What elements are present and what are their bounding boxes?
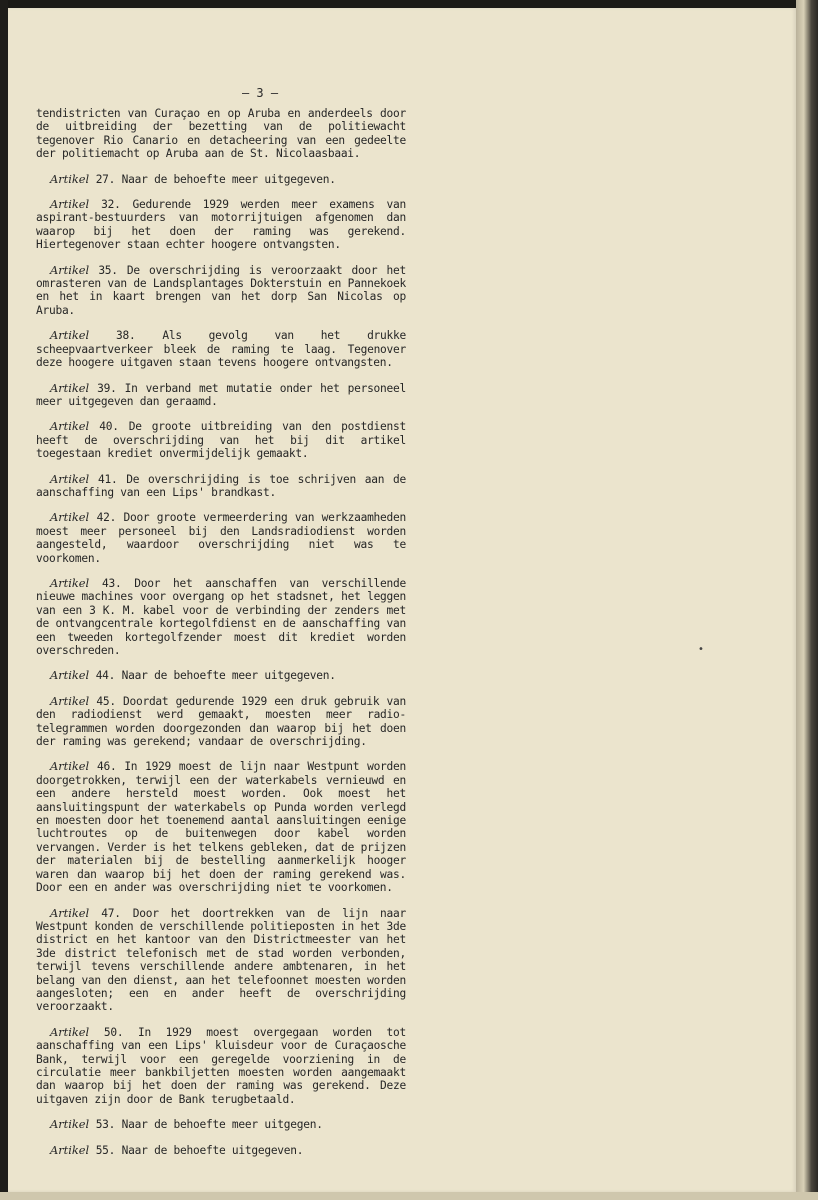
article-number: 46. xyxy=(97,760,117,774)
article-number: 40. xyxy=(99,420,119,434)
article-text: Doordat gedurende 1929 een druk gebruik van den radiodienst werd gemaakt, moesten meer radio-telegrammen worden doorgezonden dan waarop bij het doen der raming was gerekend; vandaar de overschrijding. xyxy=(36,694,406,749)
article-paragraph xyxy=(36,577,406,657)
article-label: Artikel xyxy=(50,419,90,434)
article-paragraph xyxy=(36,473,406,500)
article-label: Artikel xyxy=(50,471,90,486)
article-label: Artikel xyxy=(50,197,90,212)
article-label: Artikel xyxy=(50,262,90,277)
article-text: Door het doortrekken van de lijn naar Westpunt konden de verschillende politieposten in het 3de district en het kantoor van den Districtmeester van het 3de district telefonisch met de stad worden verbonden, terwijl tevens verschillende andere ambtenaren, in het belang van den dienst, aan het telefoonnet moesten worden aangesloten; een en ander heeft de overschrijding veroorzaakt. xyxy=(36,906,406,1014)
scan-frame-left xyxy=(0,0,8,1200)
article-text: Naar de behoefte uitgegeven. xyxy=(121,1143,304,1157)
article-number: 53. xyxy=(95,1118,116,1132)
stray-mark: • xyxy=(698,644,704,655)
article-paragraph xyxy=(36,511,406,565)
article-number: 42. xyxy=(96,511,117,525)
article-text: Naar de behoefte meer uitgegeven. xyxy=(121,172,336,186)
article-label: Artikel xyxy=(50,328,90,343)
article-label: Artikel xyxy=(50,693,90,708)
article-text: In verband met mutatie onder het personeel meer uitgegeven dan geraamd. xyxy=(36,381,406,408)
article-number: 27. xyxy=(95,172,116,186)
article-label: Artikel xyxy=(50,380,90,395)
article-paragraph xyxy=(36,1118,406,1131)
article-paragraph xyxy=(36,695,406,749)
article-label: Artikel xyxy=(50,1024,90,1039)
article-number: 50. xyxy=(103,1025,124,1039)
article-number: 47. xyxy=(101,906,121,920)
document-body xyxy=(36,107,406,1169)
article-label: Artikel xyxy=(50,1142,90,1157)
article-paragraph xyxy=(36,329,406,369)
article-paragraph xyxy=(36,420,406,460)
article-label: Artikel xyxy=(50,905,90,920)
article-number: 55. xyxy=(95,1143,116,1157)
article-label: Artikel xyxy=(50,1117,90,1132)
article-label: Artikel xyxy=(50,510,90,525)
article-number: 39. xyxy=(97,381,117,395)
article-text: Als gevolg van het drukke scheepvaartverkeer bleek de raming te laag. Tegenover deze hoogere uitgaven staan tevens hoogere ontvangsten. xyxy=(36,329,406,370)
page-edge-shadow xyxy=(796,0,818,1200)
article-text: Door het aanschaffen van verschillende nieuwe machines voor overgang op het stadsnet, het leggen van een 3 K. M. kabel voor de verbinding der zenders met de ontvangcentrale kortegolfdienst en de aanschaffing van een tweeden kortegolfzender moest dit krediet worden overschreden. xyxy=(36,576,406,657)
article-text: De overschrijding is toe schrijven aan de aanschaffing van een Lips' brandkast. xyxy=(36,472,406,499)
article-paragraph xyxy=(36,198,406,252)
article-text: Door groote vermeerdering van werkzaamheden moest meer personeel bij den Landsradiodienst worden aangesteld, waardoor overschrijding niet was te voorkomen. xyxy=(36,511,406,565)
article-paragraph xyxy=(36,669,406,682)
article-text: In 1929 moest de lijn naar Westpunt worden doorgetrokken, terwijl een der waterkabels vernieuwd en een andere hersteld moest worden. Ook moest het aansluitingspunt der waterkabels op Punda worden verlegd en moesten door het toenemend aantal aansluitingen eenige luchtroutes op de buitenwegen door kabel worden vervangen. Verder is het telkens gebleken, dat de prijzen der materialen bij de bestelling aanmerkelijk hooger waren dan waarop bij het doen der raming gerekend was. Door een en ander was overschrijding niet te voorkomen. xyxy=(36,760,406,895)
article-label: Artikel xyxy=(50,575,90,590)
article-number: 41. xyxy=(97,472,118,486)
article-paragraph xyxy=(36,907,406,1014)
article-paragraph xyxy=(36,1144,406,1157)
article-text: De groote uitbreiding van den postdienst heeft de overschrijding van het bij dit artikel toegestaan krediet onvermijdelijk gemaakt. xyxy=(36,420,406,461)
article-text: De overschrijding is veroorzaakt door het omrasteren van de Landsplantages Dokterstuin en Pannekoek en het in kaart brengen van het dorp San Nicolas op Aruba. xyxy=(36,263,406,317)
page-number: — 3 — xyxy=(241,86,279,100)
article-number: 44. xyxy=(95,669,116,683)
article-number: 35. xyxy=(98,263,118,277)
article-paragraph xyxy=(36,760,406,894)
intro-paragraph: tendistricten van Curaçao en op Aruba en anderdeels door de uitbreiding der bezetting van de politiewacht tegenover Rio Canario en detacheering van een gedeelte der politiemacht op Aruba aan de St. Nicolaasbaai. xyxy=(36,107,406,161)
article-paragraph xyxy=(36,382,406,409)
article-paragraph xyxy=(36,264,406,318)
article-label: Artikel xyxy=(50,759,90,774)
article-number: 32. xyxy=(101,198,121,212)
article-text: Naar de behoefte meer uitgegeven. xyxy=(121,669,336,683)
article-number: 45. xyxy=(96,694,116,708)
article-paragraph xyxy=(36,173,406,186)
article-number: 43. xyxy=(102,576,122,590)
scan-frame-bottom xyxy=(0,1192,818,1200)
article-number: 38. xyxy=(116,329,136,343)
article-label: Artikel xyxy=(50,668,90,683)
article-text: In 1929 moest overgegaan worden tot aanschaffing van een Lips' kluisdeur voor de Curaçaosche Bank, terwijl voor een geregelde voorziening in de circulatie meer bankbiljetten moesten worden aangemaakt dan waarop bij het doen der raming was gerekend. Deze uitgaven zijn door de Bank terugbetaald. xyxy=(36,1025,406,1106)
scan-frame-top xyxy=(0,0,818,8)
article-text: Gedurende 1929 werden meer examens van aspirant-bestuurders van motorrijtuigen afgenomen dan waarop bij het doen der raming was gerekend. Hiertegenover staan echter hoogere ontvangsten. xyxy=(36,198,406,252)
article-text: Naar de behoefte meer uitgegen. xyxy=(121,1118,323,1132)
article-label: Artikel xyxy=(50,171,90,186)
article-paragraph xyxy=(36,1026,406,1106)
